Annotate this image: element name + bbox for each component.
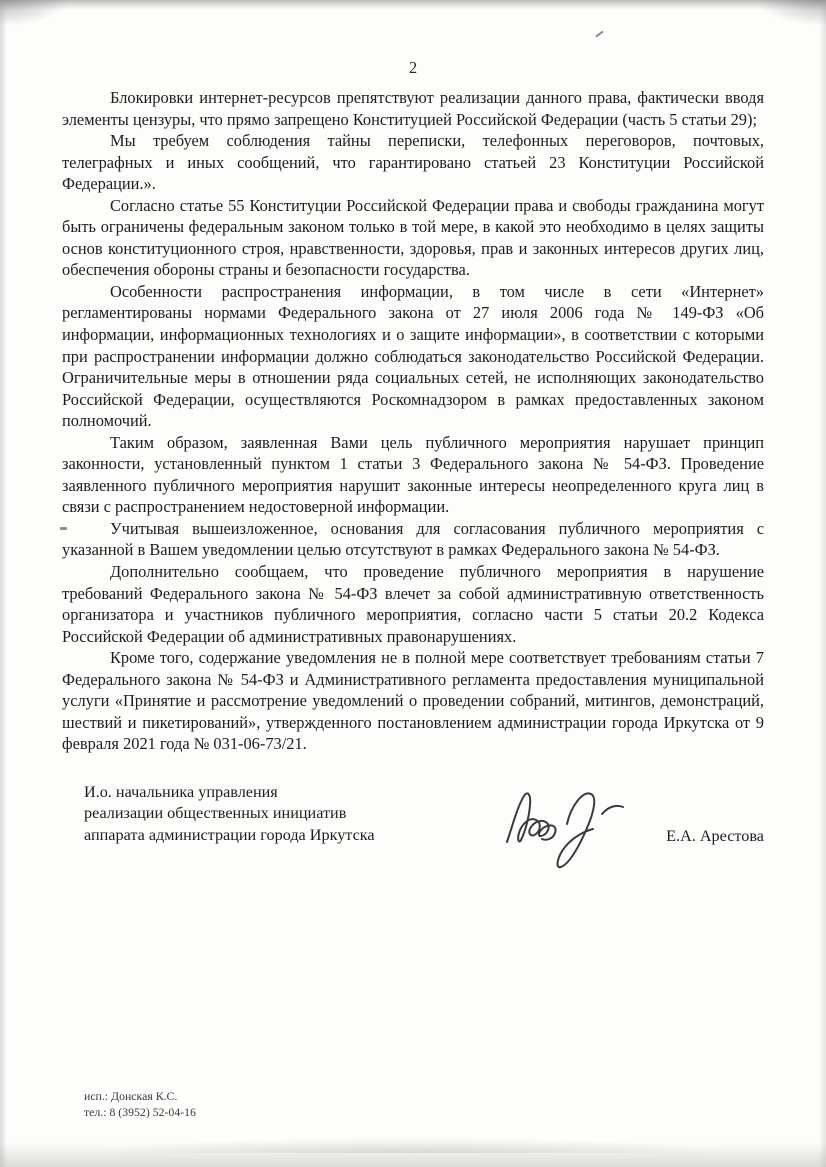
scan-edge-left [0,0,7,1167]
letter-body [62,87,764,755]
scan-corner-top-left [0,0,70,26]
executor-name: исп.: Донская К.С. [84,1089,178,1103]
paragraph-article-55-constitution: Согласно статье 55 Конституции Российской Федерации права и свободы гражданина могут быть ограничены федеральным законом только в той мере, в какой это необходимо в целях защиты основ конституционного строя, нравственности, здоровья, прав и законных интересов других лиц, обеспечения обороны страны и безопасности государства. [62,195,764,280]
paragraph-blocking-internet-resources: Блокировки интернет-ресурсов препятствуют реализации данного права, фактически вводя элементы цензуры, что прямо запрещено Конституцией Российской Федерации (часть 5 статьи 29); [62,88,764,129]
page-number: 2 [408,58,418,77]
executor-footer [84,1088,196,1120]
scan-artifact-tick [595,31,604,38]
scan-smudge-bottom [90,1137,730,1153]
paragraph-administrative-liability: Дополнительно сообщаем, что проведение публичного мероприятия в нарушение требований Федерального закона № 54-ФЗ влечет за собой административную ответственность организатора и участников публичного мероприятия, согласно части 5 статьи 20.2 Кодекса Российской Федерации об административных правонарушениях. [62,562,764,646]
signatory-name: Е.А. Арестова [666,827,764,845]
scan-corner-top-right [756,0,826,26]
handwritten-signature-icon [499,782,644,874]
signatory-position-line-3: аппарата администрации города Иркутска [84,825,375,844]
executor-phone: тел.: 8 (3952) 52-04-16 [84,1105,196,1119]
paragraph-notification-requirements: Кроме того, содержание уведомления не в полной мере соответствует требованиям статьи 7 Федерального закона № 54-ФЗ и Административного регламента предоставления муниципальной услуги «Принятие и рассмотрение уведомлений о проведении собраний, митингов, демонстраций, шествий и пикетирований», утвержденного постановлением администрации города Иркутска от 9 февраля 2021 года № 031-06-73/21. [62,648,764,754]
signatory-position [84,782,414,846]
scan-edge-top [0,0,826,10]
paragraph-violation-of-legality-principle: Таким образом, заявленная Вами цель публичного мероприятия нарушает принцип законности, установленный пунктом 1 статьи 3 Федерального закона № 54-ФЗ. Проведение заявленного публичного мероприятия нарушит законные интересы неопределенного круга лиц в связи с распространением недостоверной информации. [62,432,764,517]
signature-block [84,782,764,846]
signatory-position-line-2: реализации общественных инициатив [84,804,347,823]
paragraph-privacy-of-correspondence: Мы требуем соблюдения тайны переписки, телефонных переговоров, почтовых, телеграфных и иных сообщений, что гарантировано статьей 23 Конституции Российской Федерации.». [62,131,764,194]
paragraph-information-law-149-fz: Особенности распространения информации, в том числе в сети «Интернет» регламентированы нормами Федерального закона от 27 июля 2006 года № 149-ФЗ «Об информации, информационных технологиях и о защите информации», в соответствии с которыми при распространении информации должно соблюдаться законодательство Российской Федерации. Ограничительные меры в отношении ряда социальных сетей, не исполняющих законодательство Российской Федерации, осуществляются Роскомнадзором в рамках предоставленных законом полномочий. [62,281,764,431]
paragraph-no-grounds-for-approval: Учитывая вышеизложенное, основания для согласования публичного мероприятия с указанной в Вашем уведомлении целью отсутствуют в рамках Федерального закона № 54-ФЗ. [62,518,764,560]
scan-edge-right [819,0,826,1167]
signatory-position-line-1: И.о. начальника управления [84,783,278,801]
